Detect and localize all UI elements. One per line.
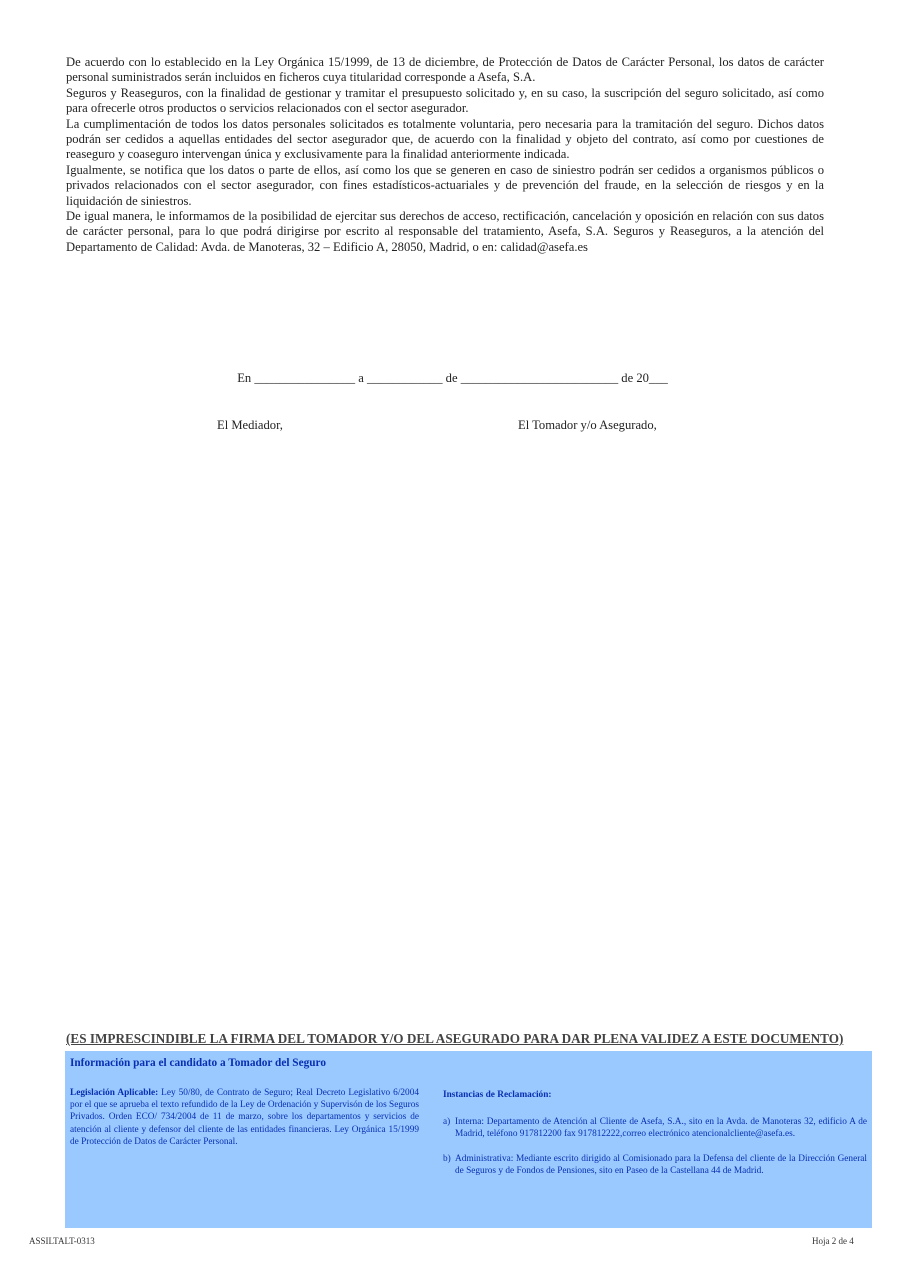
claim-label: b)	[443, 1153, 451, 1164]
mediator-signature-label: El Mediador,	[217, 418, 283, 432]
info-box	[65, 1051, 872, 1228]
legislation-text: Ley 50/80, de Contrato de Seguro; Real Decreto Legislativo 6/2004 por el que se aprueba el texto refundido de la Ley de Ordenación y Supervisón de los Seguros Privados. Orden ECO/ 734/2004 de 11 de marzo, sobre los departamentos y servicios de atención al cliente y defensor del cliente de las entidades financieras. Ley Orgánica 15/1999 de Protección de Datos de Carácter Personal.	[70, 1088, 419, 1147]
privacy-paragraph: La cumplimentación de todos los datos personales solicitados es totalmente voluntaria, pero necesaria para la tramitación del seguro. Dichos datos podrán ser cedidos a aquellas entidades del sector asegurador que, de acuerdo con la finalidad y objeto del contrato, así como por cuestiones de reaseguro y coaseguro intervengan única y exclusivamente para la finalidad anteriormente indicada.	[66, 116, 824, 162]
privacy-paragraph: Igualmente, se notifica que los datos o parte de ellos, así como los que se generen en caso de siniestro podrán ser cedidos a organismos públicos o privados relacionados con el sector asegurador, con fines estadísticos-actuariales y de prevención del fraude, en la selección de riesgos y en la liquidación de siniestros.	[66, 162, 824, 208]
claims-section	[443, 1089, 867, 1189]
form-code: ASSILTALT-0313	[29, 1236, 95, 1246]
page-number: Hoja 2 de 4	[812, 1236, 854, 1246]
privacy-paragraph: De igual manera, le informamos de la posibilidad de ejercitar sus derechos de acceso, rectificación, cancelación y oposición en relación con sus datos de carácter personal, para lo que podrá dirigirse por escrito al responsable del tratamiento, Asefa, S.A. Seguros y Reaseguros, a la atención del Departamento de Calidad: Avda. de Manoteras, 32 – Edificio A, 28050, Madrid, o en: calidad@asefa.es	[66, 209, 824, 254]
claim-text: Administrativa: Mediante escrito dirigido al Comisionado para la Defensa del cliente de la Dirección General de Seguros y de Fondos de Pensiones, sito en Paseo de la Castellana 44 de Madrid.	[455, 1153, 867, 1176]
claim-text: Interna: Departamento de Atención al Cliente de Asefa, S.A., sito en la Avda. de Manoteras 32, edificio A de Madrid, teléfono 917812200 fax 917812222,correo electrónico atencionalcliente@asefa.es.	[455, 1117, 867, 1140]
privacy-notice	[66, 55, 824, 255]
legislation-label: Legislación Aplicable:	[70, 1088, 159, 1098]
signature-warning: (ES IMPRESCINDIBLE LA FIRMA DEL TOMADOR Y/O DEL ASEGURADO PARA DAR PLENA VALIDEZ A ESTE DOCUMENTO)	[66, 1031, 844, 1046]
policyholder-signature-label: El Tomador y/o Asegurado,	[518, 418, 657, 432]
legislation-section	[70, 1087, 419, 1148]
info-box-title: Información para el candidato a Tomador del Seguro	[70, 1057, 326, 1069]
claim-label: a)	[443, 1117, 451, 1128]
claim-item	[443, 1116, 867, 1140]
claims-title: Instancias de Reclamación:	[443, 1090, 552, 1100]
claim-item	[443, 1153, 867, 1177]
privacy-paragraph: Seguros y Reaseguros, con la finalidad de gestionar y tramitar el presupuesto solicitado y, en su caso, la suscripción del seguro solicitado, así como para ofrecerle otros productos o servicios relacionados con el sector asegurador.	[66, 85, 824, 116]
privacy-paragraph: De acuerdo con lo establecido en la Ley Orgánica 15/1999, de 13 de diciembre, de Protección de Datos de Carácter Personal, los datos de carácter personal suministrados serán incluidos en ficheros cuya titularidad corresponde a Asefa, S.A.	[66, 55, 824, 85]
place-date-line: En ________________ a ____________ de _________________________ de 20___	[237, 371, 668, 385]
